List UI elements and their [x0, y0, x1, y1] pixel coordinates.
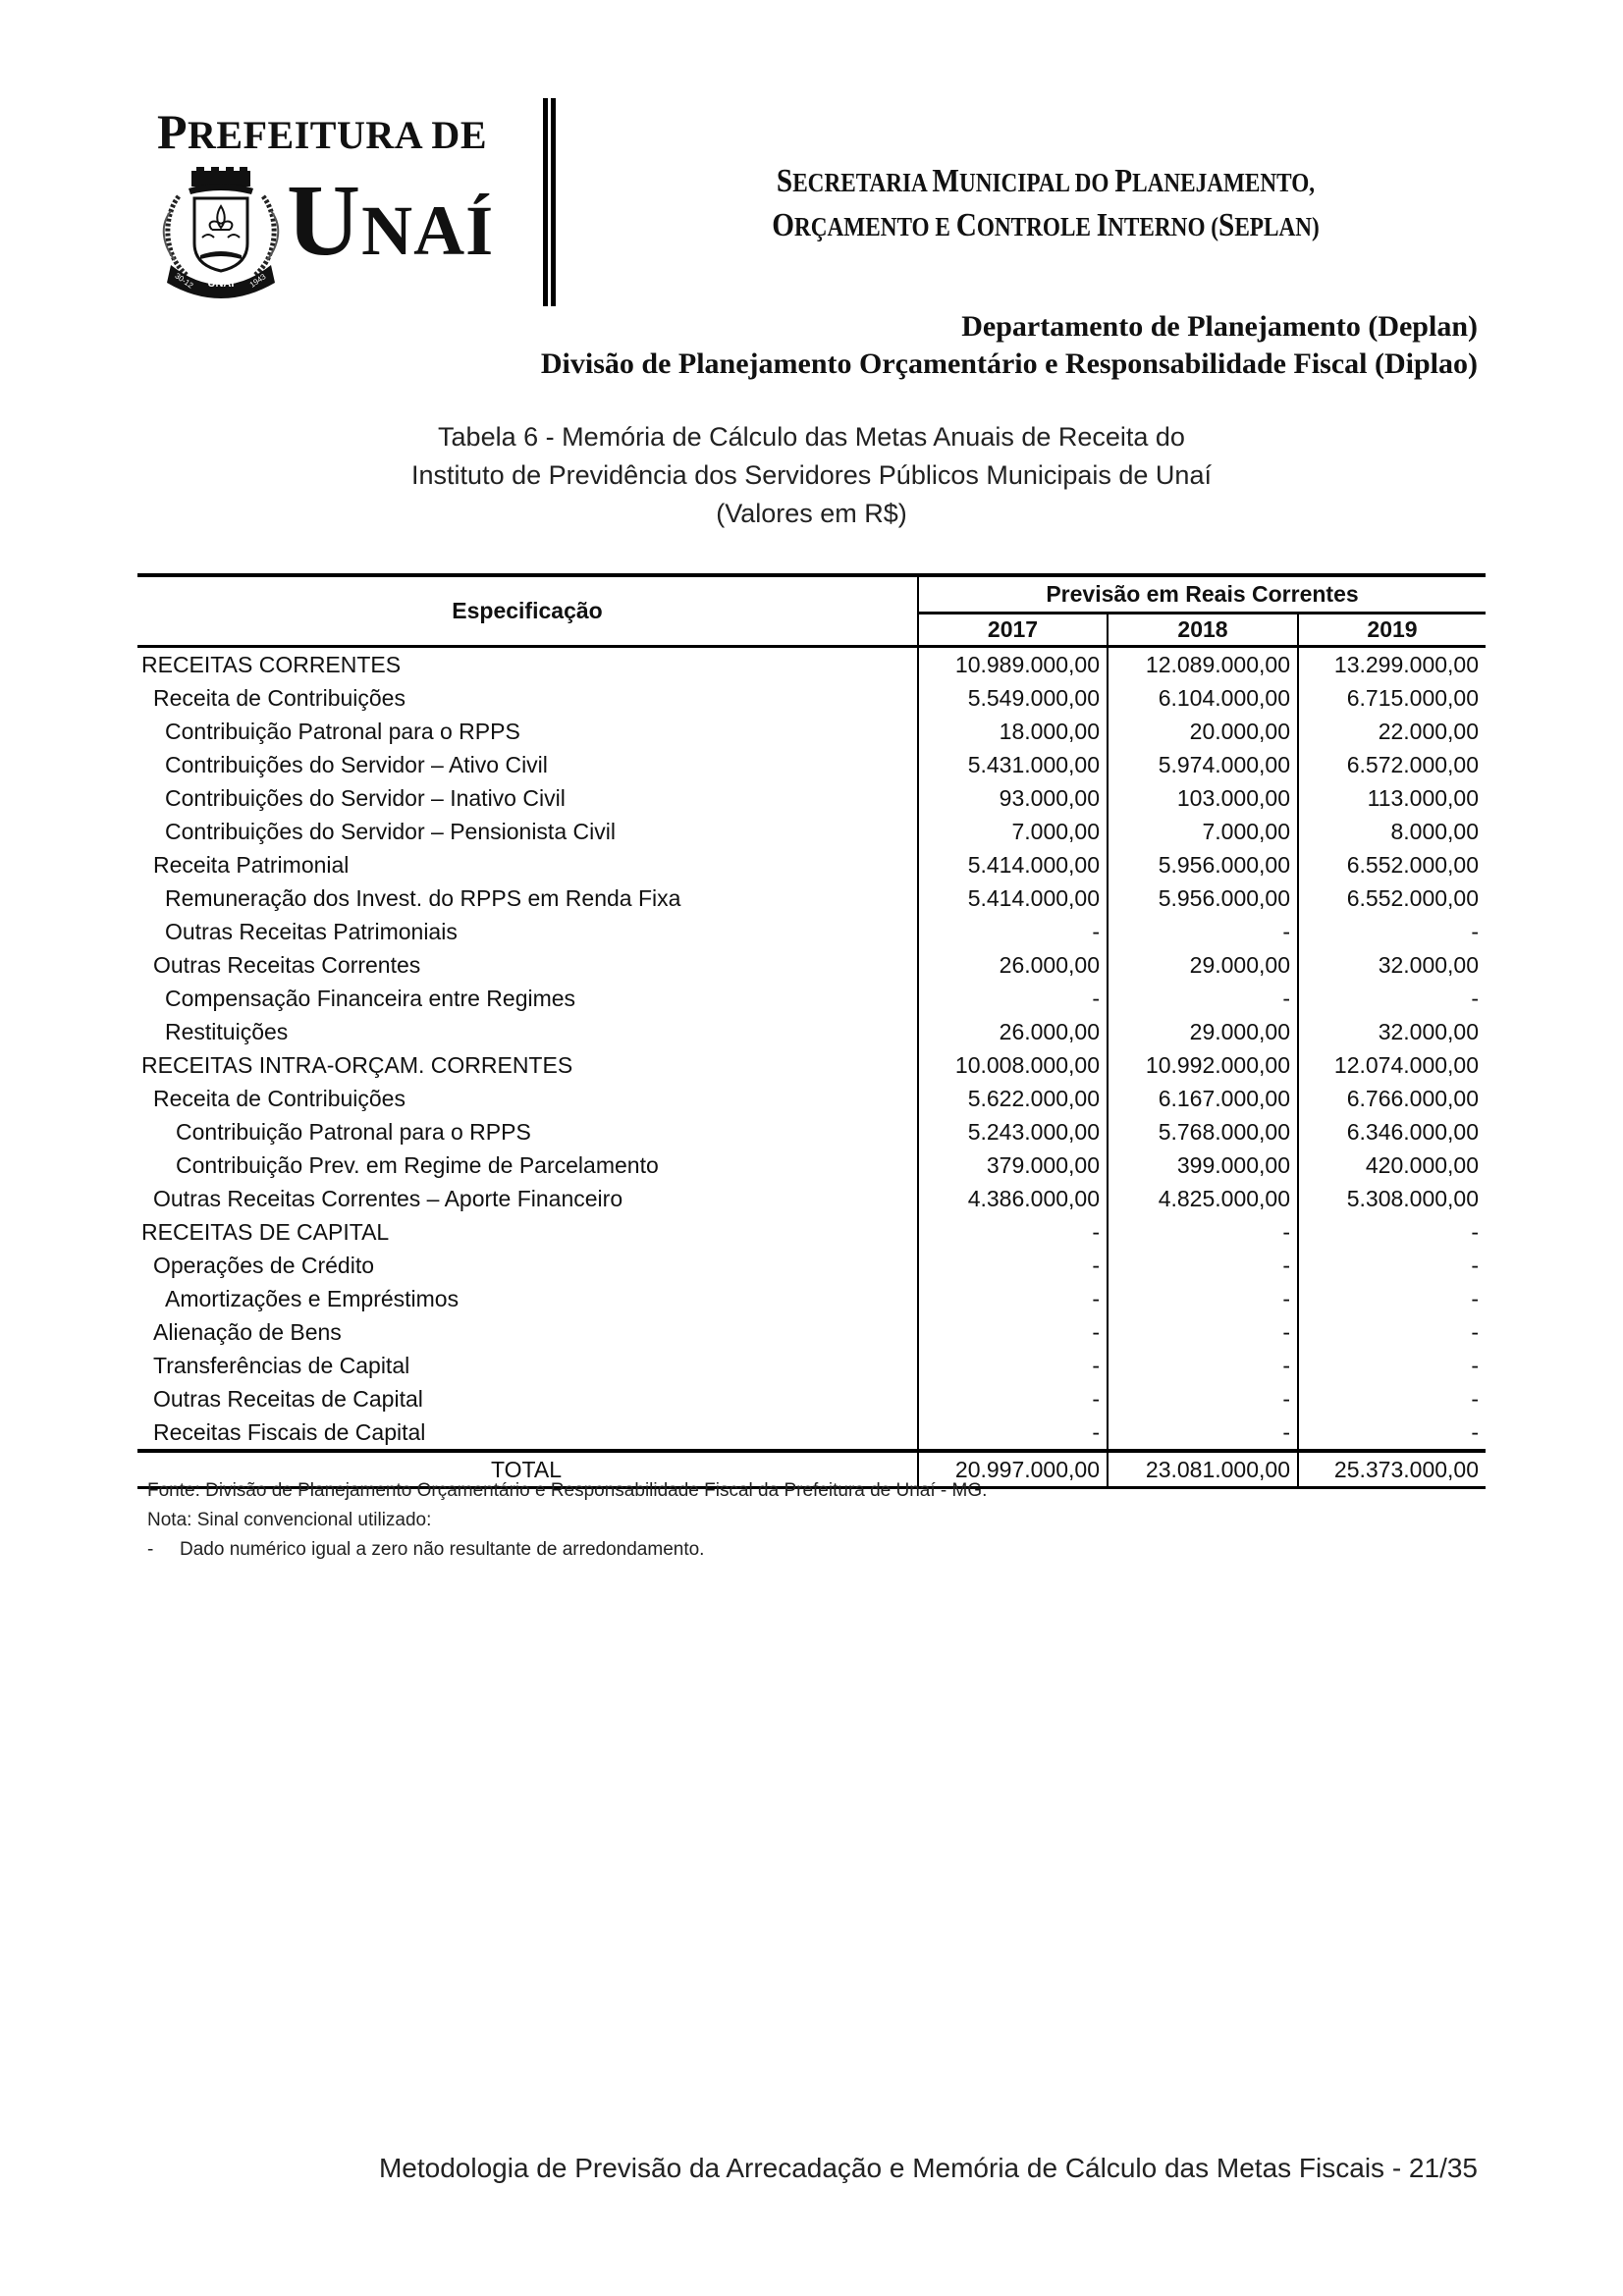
row-value-2019: 6.715.000,00	[1298, 681, 1486, 715]
header-year-2019: 2019	[1298, 614, 1486, 647]
row-label: Contribuições do Servidor – Ativo Civil	[165, 752, 548, 777]
row-value-2019: 6.552.000,00	[1298, 848, 1486, 881]
table-row	[137, 815, 1486, 848]
row-label: Amortizações e Empréstimos	[165, 1286, 460, 1311]
table-row	[137, 1315, 1486, 1349]
row-value-2019: 5.308.000,00	[1298, 1182, 1486, 1215]
row-value-2019: -	[1298, 1315, 1486, 1349]
table-row	[137, 1349, 1486, 1382]
row-value-2018: 12.089.000,00	[1108, 647, 1298, 682]
convention-note: Nota: Sinal convencional utilizado:	[147, 1510, 432, 1530]
row-label: Contribuições do Servidor – Pensionista Civil	[165, 819, 616, 844]
divisao-title: Divisão de Planejamento Orçamentário e Responsabilidade Fiscal (Diplao)	[540, 347, 1478, 380]
row-value-2017: -	[918, 1349, 1108, 1382]
row-value-2018: 20.000,00	[1108, 715, 1298, 748]
row-value-2018: -	[1108, 915, 1298, 948]
sec-rest: EPLAN)	[1234, 212, 1320, 241]
header-previsao-group: Previsão em Reais Correntes	[918, 575, 1486, 614]
unai-title	[287, 164, 498, 285]
table-row	[137, 748, 1486, 781]
row-value-2019: 22.000,00	[1298, 715, 1486, 748]
municipal-crest-icon	[157, 167, 285, 299]
source-note: Fonte: Divisão de Planejamento Orçamentário e Responsabilidade Fiscal da Prefeitura de Unaí - MG.	[147, 1480, 988, 1501]
table-row	[137, 1182, 1486, 1215]
table-caption-line-2: Instituto de Previdência dos Servidores Públicos Municipais de Unaí	[411, 460, 1212, 490]
row-value-2019: 32.000,00	[1298, 1015, 1486, 1048]
sec-cap: P	[1114, 163, 1133, 199]
row-label: RECEITAS DE CAPITAL	[141, 1219, 390, 1245]
sec-rest: LANEJAMENTO,	[1132, 168, 1316, 197]
convention-symbol: -	[147, 1539, 154, 1560]
revenue-targets-table	[137, 573, 1486, 1489]
sec-rest: UNICIPAL DO	[958, 168, 1115, 197]
row-value-2017: 93.000,00	[918, 781, 1108, 815]
table-caption-line-1: Tabela 6 - Memória de Cálculo das Metas Anuais de Receita do	[438, 422, 1185, 452]
row-value-2018: 29.000,00	[1108, 1015, 1298, 1048]
row-label: Contribuição Patronal para o RPPS	[165, 719, 520, 744]
table-row	[137, 647, 1486, 682]
row-value-2017: 5.431.000,00	[918, 748, 1108, 781]
sec-cap: I	[1096, 207, 1109, 243]
row-value-2017: -	[918, 1315, 1108, 1349]
row-label: Outras Receitas Correntes	[153, 952, 421, 978]
row-value-2017: -	[918, 982, 1108, 1015]
row-value-2017: -	[918, 915, 1108, 948]
table-body	[137, 647, 1486, 1452]
row-value-2017: 26.000,00	[918, 1015, 1108, 1048]
row-value-2018: 5.956.000,00	[1108, 881, 1298, 915]
row-value-2017: -	[918, 1382, 1108, 1415]
row-value-2017: 10.989.000,00	[918, 647, 1108, 682]
row-value-2019: 6.552.000,00	[1298, 881, 1486, 915]
row-label: Outras Receitas de Capital	[153, 1386, 423, 1412]
row-value-2019: 6.572.000,00	[1298, 748, 1486, 781]
header-divider-bar	[551, 98, 556, 306]
table-row	[137, 1415, 1486, 1451]
crest-ribbon-text: UNAÍ	[207, 278, 235, 290]
row-label: Receita Patrimonial	[153, 852, 350, 878]
table-row	[137, 1249, 1486, 1282]
departamento-title: Departamento de Planejamento (Deplan)	[961, 310, 1478, 343]
sec-cap: O	[772, 207, 795, 243]
row-value-2018: 6.104.000,00	[1108, 681, 1298, 715]
row-value-2019: 6.766.000,00	[1298, 1082, 1486, 1115]
prefeitura-title	[157, 106, 496, 161]
row-value-2018: 7.000,00	[1108, 815, 1298, 848]
header-divider-bar	[543, 98, 548, 306]
table-row	[137, 1148, 1486, 1182]
sec-rest: NTERNO (	[1108, 212, 1219, 241]
row-value-2019: -	[1298, 1215, 1486, 1249]
row-value-2018: 29.000,00	[1108, 948, 1298, 982]
row-label: Remuneração dos Invest. do RPPS em Renda Fixa	[165, 885, 681, 911]
table-row	[137, 1082, 1486, 1115]
sec-rest: ONTROLE	[976, 212, 1097, 241]
row-label: Receita de Contribuições	[153, 685, 406, 711]
table-row	[137, 715, 1486, 748]
convention-symbol-description: Dado numérico igual a zero não resultante de arredondamento.	[180, 1539, 705, 1560]
row-value-2017: 5.414.000,00	[918, 881, 1108, 915]
row-value-2018: -	[1108, 982, 1298, 1015]
table-row	[137, 1115, 1486, 1148]
row-value-2019: 12.074.000,00	[1298, 1048, 1486, 1082]
total-2017: 20.997.000,00	[918, 1451, 1108, 1488]
unai-title-initial: U	[287, 164, 362, 277]
row-value-2018: -	[1108, 1415, 1298, 1451]
sec-rest: ECRETARIA	[792, 168, 933, 197]
row-value-2017: 5.622.000,00	[918, 1082, 1108, 1115]
row-label: Contribuição Patronal para o RPPS	[176, 1119, 531, 1145]
row-label: Receita de Contribuições	[153, 1086, 406, 1111]
prefeitura-title-rest: REFEITURA DE	[188, 113, 487, 157]
row-value-2019: -	[1298, 1382, 1486, 1415]
row-label: Outras Receitas Patrimoniais	[165, 919, 458, 944]
row-value-2017: 4.386.000,00	[918, 1182, 1108, 1215]
total-label: TOTAL	[137, 1451, 918, 1488]
header-year-2018: 2018	[1108, 614, 1298, 647]
row-value-2019: 32.000,00	[1298, 948, 1486, 982]
table-row	[137, 915, 1486, 948]
row-value-2018: 399.000,00	[1108, 1148, 1298, 1182]
page-footer: Metodologia de Previsão da Arrecadação e Memória de Cálculo das Metas Fiscais - 21/35	[378, 2153, 1478, 2183]
row-value-2018: -	[1108, 1249, 1298, 1282]
row-value-2019: 113.000,00	[1298, 781, 1486, 815]
header-year-2017: 2017	[918, 614, 1108, 647]
row-label: Contribuições do Servidor – Inativo Civil	[165, 785, 566, 811]
row-value-2019: -	[1298, 1249, 1486, 1282]
row-value-2018: -	[1108, 1315, 1298, 1349]
total-2018: 23.081.000,00	[1108, 1451, 1298, 1488]
table-row	[137, 1282, 1486, 1315]
row-value-2017: -	[918, 1415, 1108, 1451]
row-value-2018: 5.768.000,00	[1108, 1115, 1298, 1148]
row-value-2017: 5.243.000,00	[918, 1115, 1108, 1148]
table-row	[137, 681, 1486, 715]
row-value-2018: 103.000,00	[1108, 781, 1298, 815]
row-value-2017: -	[918, 1282, 1108, 1315]
row-label: Operações de Crédito	[153, 1253, 375, 1278]
secretaria-line-2	[737, 209, 1354, 243]
row-value-2019: -	[1298, 1349, 1486, 1382]
prefeitura-title-initial: P	[157, 104, 189, 159]
row-value-2017: -	[918, 1215, 1108, 1249]
row-value-2019: 8.000,00	[1298, 815, 1486, 848]
row-value-2017: 26.000,00	[918, 948, 1108, 982]
header-especificacao: Especificação	[137, 575, 918, 647]
row-value-2017: 379.000,00	[918, 1148, 1108, 1182]
row-value-2018: 5.956.000,00	[1108, 848, 1298, 881]
table-row	[137, 982, 1486, 1015]
row-value-2018: -	[1108, 1382, 1298, 1415]
row-label: RECEITAS INTRA-ORÇAM. CORRENTES	[141, 1052, 573, 1078]
row-value-2017: 18.000,00	[918, 715, 1108, 748]
total-2019: 25.373.000,00	[1298, 1451, 1486, 1488]
sec-cap: M	[932, 163, 959, 199]
row-label: Contribuição Prev. em Regime de Parcelamento	[176, 1152, 659, 1178]
sec-cap: S	[1218, 207, 1235, 243]
crest-ribbon-date-left: 30-12	[173, 271, 195, 291]
table-row	[137, 1015, 1486, 1048]
row-value-2017: 5.414.000,00	[918, 848, 1108, 881]
table-caption-line-3: (Valores em R$)	[716, 499, 907, 528]
sec-cap: C	[955, 207, 977, 243]
sec-cap: S	[776, 163, 793, 199]
row-value-2017: 10.008.000,00	[918, 1048, 1108, 1082]
sec-rest: RÇAMENTO E	[794, 212, 956, 241]
row-label: Restituições	[165, 1019, 289, 1044]
table-row	[137, 781, 1486, 815]
row-value-2018: -	[1108, 1282, 1298, 1315]
crest-ribbon-date-right: 1943	[247, 272, 268, 290]
unai-title-rest: NAÍ	[361, 191, 495, 270]
row-value-2018: 5.974.000,00	[1108, 748, 1298, 781]
row-value-2018: 6.167.000,00	[1108, 1082, 1298, 1115]
row-value-2019: -	[1298, 1415, 1486, 1451]
row-value-2019: -	[1298, 1282, 1486, 1315]
row-value-2018: -	[1108, 1215, 1298, 1249]
row-value-2019: 420.000,00	[1298, 1148, 1486, 1182]
row-value-2018: 10.992.000,00	[1108, 1048, 1298, 1082]
row-value-2019: 13.299.000,00	[1298, 647, 1486, 682]
row-label: Compensação Financeira entre Regimes	[165, 986, 576, 1011]
table-row	[137, 948, 1486, 982]
row-value-2019: -	[1298, 915, 1486, 948]
row-value-2018: 4.825.000,00	[1108, 1182, 1298, 1215]
row-value-2018: -	[1108, 1349, 1298, 1382]
row-value-2017: 5.549.000,00	[918, 681, 1108, 715]
row-label: Alienação de Bens	[153, 1319, 342, 1345]
row-label: Outras Receitas Correntes – Aporte Financeiro	[153, 1186, 623, 1211]
table-row	[137, 1215, 1486, 1249]
table-row	[137, 881, 1486, 915]
table-row	[137, 1382, 1486, 1415]
row-value-2019: 6.346.000,00	[1298, 1115, 1486, 1148]
secretaria-line-1	[737, 165, 1354, 199]
row-value-2019: -	[1298, 982, 1486, 1015]
row-label: Receitas Fiscais de Capital	[153, 1419, 426, 1445]
row-value-2017: -	[918, 1249, 1108, 1282]
table-row	[137, 1048, 1486, 1082]
row-label: RECEITAS CORRENTES	[141, 652, 402, 677]
row-label: Transferências de Capital	[153, 1353, 410, 1378]
table-row	[137, 848, 1486, 881]
row-value-2017: 7.000,00	[918, 815, 1108, 848]
